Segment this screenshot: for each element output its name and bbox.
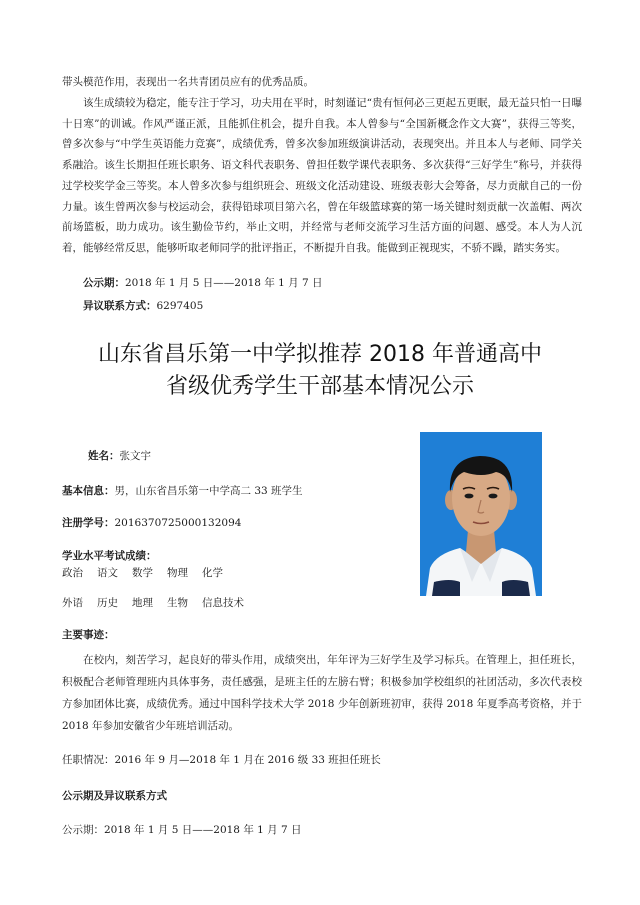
student-portrait-icon — [420, 432, 542, 596]
name-label: 姓名： — [88, 450, 120, 462]
subject-item: 数学 — [132, 567, 153, 579]
basic-info-value: 男，山东省昌乐第一中学高二 33 班学生 — [114, 485, 303, 497]
objection-contact-label: 异议联系方式： — [83, 300, 157, 312]
subject-item: 生物 — [167, 597, 188, 609]
student-name — [88, 449, 151, 463]
subject-item: 历史 — [97, 597, 118, 609]
student-portrait-photo — [420, 432, 542, 596]
tenure-value: 2016 年 9 月—2018 年 1 月在 2016 级 33 班担任班长 — [114, 754, 381, 766]
prior-record-closing-paragraph: 带头模范作用，表现出一名共青团员应有的优秀品质。 — [62, 76, 314, 88]
basic-info-label: 基本信息： — [62, 485, 115, 497]
page-title-line-2: 省级优秀学生干部基本情况公示 — [165, 374, 474, 399]
footer-publicity-label: 公示期： — [62, 824, 104, 836]
page-title-line-1: 山东省昌乐第一中学拟推荐 2018 年普通高中 — [98, 342, 542, 367]
subject-item: 外语 — [62, 597, 83, 609]
subjects-row-1 — [62, 566, 237, 580]
name-value: 张文宇 — [119, 450, 151, 462]
tenure-info — [62, 753, 381, 767]
exam-scores-label: 学业水平考试成绩： — [62, 550, 157, 562]
prior-objection-contact — [83, 299, 203, 313]
publicity-period-label: 公示期： — [83, 277, 125, 289]
basic-info — [62, 484, 303, 498]
main-deeds-heading: 主要事迹： — [62, 629, 115, 641]
prior-publicity-period — [83, 276, 323, 290]
subject-item: 语文 — [97, 567, 118, 579]
footer-publicity-value: 2018 年 1 月 5 日——2018 年 1 月 7 日 — [104, 824, 302, 836]
registration-number-label: 注册学号： — [62, 517, 115, 529]
publicity-period-value: 2018 年 1 月 5 日——2018 年 1 月 7 日 — [125, 277, 323, 289]
prior-record-performance-paragraph: 该生成绩较为稳定，能专注于学习，功夫用在平时，时刻谨记“贵有恒何必三更起五更眠，最无益只怕一日曝十日寒”的训诫。作风严谨正派，且能抓住机会，提升自我。本人曾参与“全国新概念作文大赛”，获得三等奖，曾多次参与“中学生英语能力竞赛”，成绩优秀，曾多次参加班级演讲活动，表现突出。并且本人与老师、同学关系融洽。该生长期担任班长职务、语文科代表职务、曾担任数学课代表职务、多次获得“三好学生”称号，并获得过学校奖学金三等奖。本人曾多次参与组织班会、班级文化活动建设、班级表彰大会筹备，尽力贡献自己的一份力量。该生曾两次参与校运动会，获得铅球项目第六名，曾在年级篮球赛的第一场关键时刻贡献一次盖帽、两次前场篮板，助力成功。该生勤俭节约，举止文明，并经常与老师交流学习生活方面的问题、感受。本人为人沉着，能够经常反思，能够听取老师同学的批评指正，不断提升自我。能做到正视现实，不骄不躁，踏实务实。 — [62, 97, 582, 254]
footer-publicity-period — [62, 823, 302, 837]
tenure-label: 任职情况： — [62, 754, 115, 766]
subject-item: 物理 — [167, 567, 188, 579]
objection-contact-value: 6297405 — [156, 300, 204, 312]
subject-item: 信息技术 — [202, 597, 244, 609]
subject-item: 化学 — [202, 567, 223, 579]
publicity-contact-heading: 公示期及异议联系方式 — [62, 790, 167, 802]
registration-number-value: 2016370725000132094 — [114, 517, 242, 529]
subject-item: 地理 — [132, 597, 153, 609]
registration-number — [62, 516, 241, 530]
subjects-row-2 — [62, 596, 258, 610]
subject-item: 政治 — [62, 567, 83, 579]
main-deeds-text: 在校内，刻苦学习，起良好的带头作用，成绩突出，年年评为三好学生及学习标兵。在管理上，担任班长，积极配合老师管理班内具体事务，责任感强，是班主任的左膀右臂；积极参加学校组织的社团活动，多次代表校方参加团体比赛，成绩优秀。通过中国科学技术大学 2018 少年创新班初审，获得 2018 年夏季高考资格，并于 2018 年参加安徽省少年班培训活动。 — [62, 654, 582, 732]
